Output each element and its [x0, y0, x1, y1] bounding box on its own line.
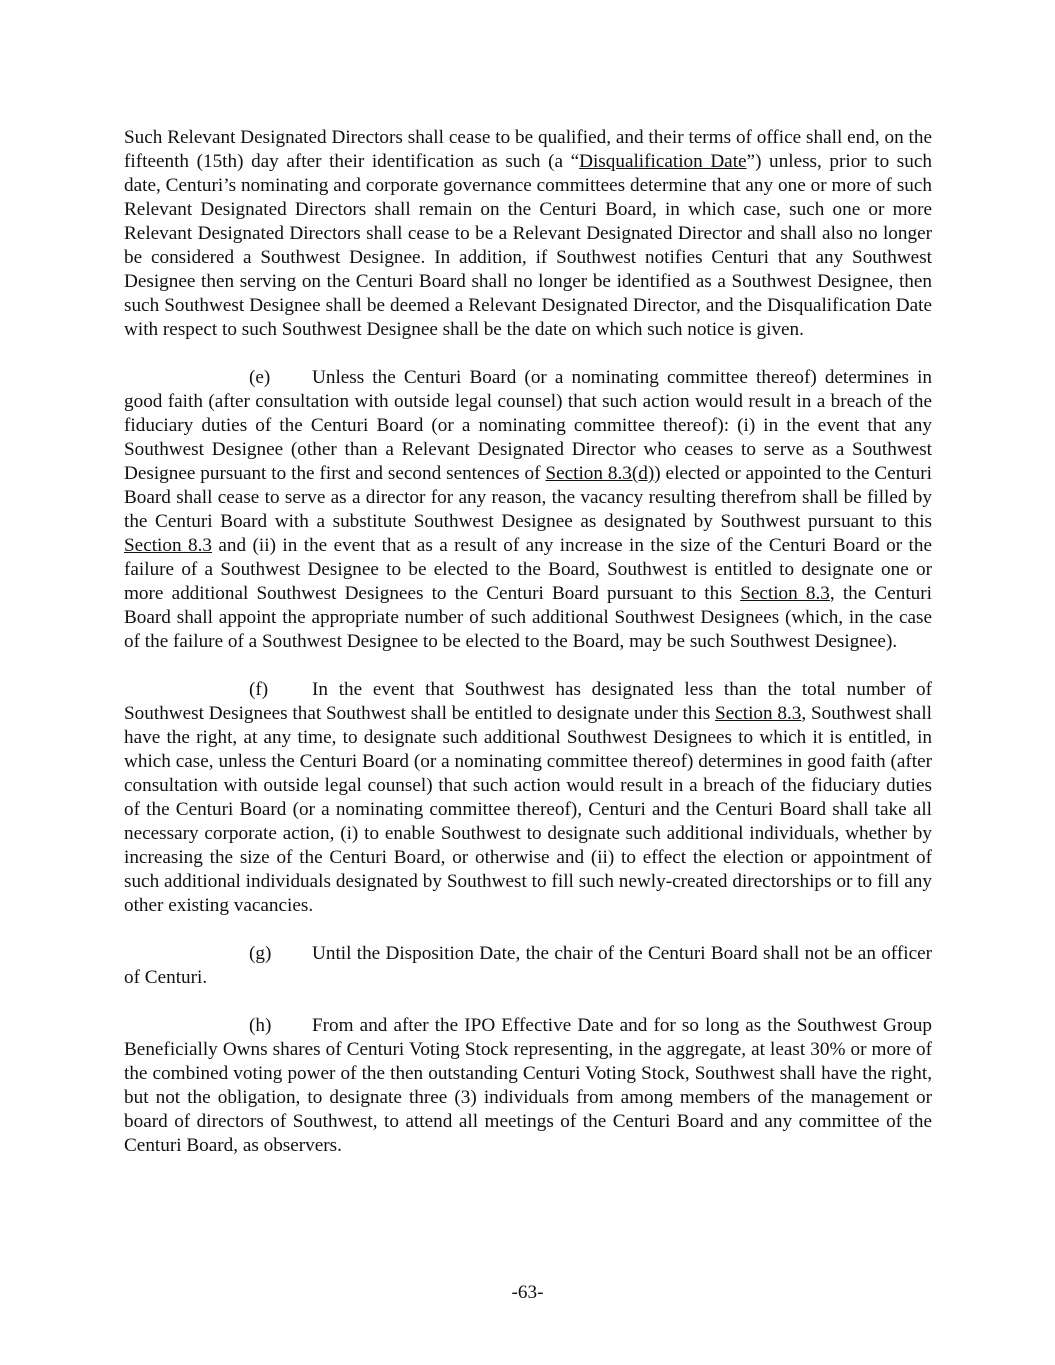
paragraph-g [124, 942, 932, 990]
paragraph-f [124, 678, 932, 918]
section-reference: Section 8.3(d) [545, 463, 655, 484]
segment: In the event that Southwest has designated less than the total number of Southwest Designees that Southwest shall be entitled to designate under this [124, 679, 932, 724]
segment: and (ii) in the event that as a result of any increase in the size of the Centuri Board or the failure of a Southwest Designee to be elected to the Board, Southwest is entitled to designate one or more additional Southwest Designees to the Centuri Board pursuant to this [124, 535, 932, 604]
paragraph-label: (h) [249, 1015, 272, 1036]
page-number: -63- [511, 1282, 544, 1303]
paragraph-label: (f) [249, 679, 269, 700]
segment: From and after the IPO Effective Date and for so long as the Southwest Group Beneficially Owns shares of Centuri Voting Stock representing, in the aggregate, at least 30% or more of the combined voting power of the then outstanding Centuri Voting Stock, Southwest shall have the right, but not the obligation, to designate three (3) individuals from among members of the management or board of directors of Southwest, to attend all meetings of the Centuri Board and any committee of the Centuri Board, as observers. [124, 1015, 932, 1156]
paragraph-label: (g) [249, 943, 272, 964]
section-reference: Section 8.3 [715, 703, 802, 724]
section-reference: Section 8.3 [124, 535, 212, 556]
segment: Such Relevant Designated Directors shall cease to be qualified, and their terms of office shall end, on the fifteenth (15th) day after their identification as such (a “ [124, 127, 932, 172]
paragraph-h [124, 1014, 932, 1158]
segment: ) elected or appointed to the Centuri Board shall cease to serve as a director for any reason, the vacancy resulting therefrom shall be filled by the Centuri Board with a substitute Southwest Designee as designated by Southwest pursuant to this [124, 463, 932, 532]
segment: , the Centuri Board shall appoint the appropriate number of such additional Southwest Designees (which, in the case of the failure of a Southwest Designee to be elected to the Board, may be such Southwest Designee). [124, 583, 932, 652]
defined-term-disqualification-date: Disqualification Date [579, 151, 747, 172]
paragraph-d-continued [124, 126, 932, 342]
segment: , Southwest shall have the right, at any time, to designate such additional Southwest Designees to which it is entitled, in which case, unless the Centuri Board (or a nominating committee thereof) determines in good faith (after consultation with outside legal counsel) that such action would result in a breach of the fiduciary duties of the Centuri Board (or a nominating committee thereof), Centuri and the Centuri Board shall take all necessary corporate action, (i) to enable Southwest to designate such additional individuals, whether by increasing the size of the Centuri Board, or otherwise and (ii) to effect the election or appointment of such additional individuals designated by Southwest to fill such newly-created directorships or to fill any other existing vacancies. [124, 703, 932, 916]
segment: ”) unless, prior to such date, Centuri’s nominating and corporate governance committees determine that any one or more of such Relevant Designated Directors shall remain on the Centuri Board, in which case, such one or more Relevant Designated Directors shall cease to be a Relevant Designated Director and shall also no longer be considered a Southwest Designee. In addition, if Southwest notifies Centuri that any Southwest Designee then serving on the Centuri Board shall no longer be identified as a Southwest Designee, then such Southwest Designee shall be deemed a Relevant Designated Director, and the Disqualification Date with respect to such Southwest Designee shall be the date on which such notice is given. [124, 151, 932, 340]
section-reference: Section 8.3 [740, 583, 830, 604]
segment: Unless the Centuri Board (or a nominating committee thereof) determines in good faith (after consultation with outside legal counsel) that such action would result in a breach of the fiduciary duties of the Centuri Board (or a nominating committee thereof): (i) in the event that any Southwest Designee (other than a Relevant Designated Director who ceases to serve as a Southwest Designee pursuant to the first and second sentences of [124, 367, 932, 484]
segment: Until the Disposition Date, the chair of the Centuri Board shall not be an officer of Centuri. [124, 943, 932, 988]
paragraph-label: (e) [249, 367, 271, 388]
paragraph-e [124, 366, 932, 654]
document-body [124, 126, 932, 1182]
